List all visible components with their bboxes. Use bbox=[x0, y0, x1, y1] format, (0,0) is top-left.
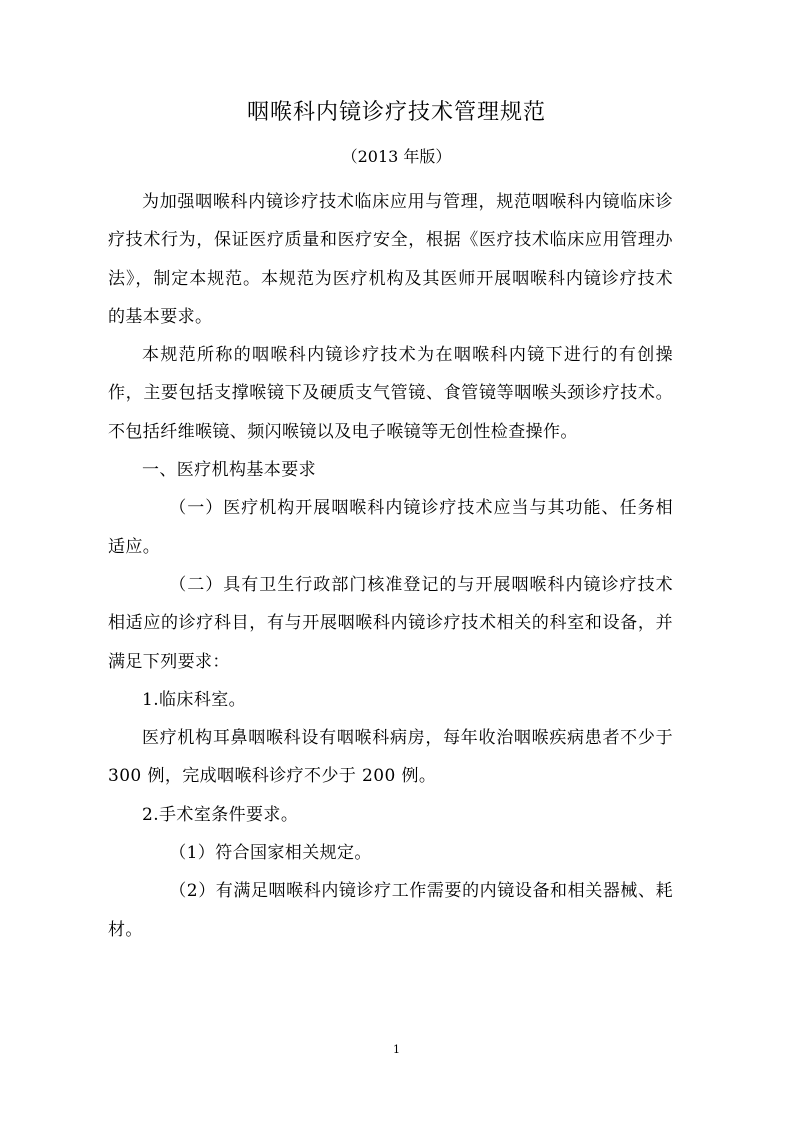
document-edition: （2013 年版） bbox=[341, 147, 452, 166]
page-number: 1 bbox=[393, 1043, 400, 1056]
paragraph-or-requirement-2: （2）有满足咽喉科内镜诊疗工作需要的内镜设备和相关器械、耗材。 bbox=[108, 881, 673, 940]
document-title: 咽喉科内镜诊疗技术管理规范 bbox=[246, 100, 546, 125]
paragraph-operating-room-heading: 2.手术室条件要求。 bbox=[142, 804, 299, 825]
section-heading-institution-requirements: 一、医疗机构基本要求 bbox=[142, 460, 316, 481]
paragraph-item-2: （二）具有卫生行政部门核准登记的与开展咽喉科内镜诊疗技术相适应的诊疗科目，有与开展咽喉科内镜诊疗技术相关的科室和设备，并满足下列要求： bbox=[108, 574, 673, 672]
paragraph-clinical-department: 医疗机构耳鼻咽喉科设有咽喉科病房，每年收治咽喉疾病患者不少于 300 例，完成咽喉科诊疗不少于 200 例。 bbox=[108, 728, 673, 787]
document-body bbox=[108, 183, 673, 949]
paragraph-or-requirement-1: （1）符合国家相关规定。 bbox=[169, 843, 372, 864]
paragraph-item-1: （一）医疗机构开展咽喉科内镜诊疗技术应当与其功能、任务相适应。 bbox=[108, 498, 673, 557]
paragraph-scope: 本规范所称的咽喉科内镜诊疗技术为在咽喉科内镜下进行的有创操作，主要包括支撑喉镜下及硬质支气管镜、食管镜等咽喉头颈诊疗技术。不包括纤维喉镜、频闪喉镜以及电子喉镜等无创性检查操作。 bbox=[108, 345, 673, 442]
paragraph-intro: 为加强咽喉科内镜诊疗技术临床应用与管理，规范咽喉科内镜临床诊疗技术行为，保证医疗质量和医疗安全，根据《医疗技术临床应用管理办法》，制定本规范。本规范为医疗机构及其医师开展咽喉科内镜诊疗技术的基本要求。 bbox=[108, 192, 673, 327]
paragraph-clinical-department-heading: 1.临床科室。 bbox=[142, 689, 247, 710]
